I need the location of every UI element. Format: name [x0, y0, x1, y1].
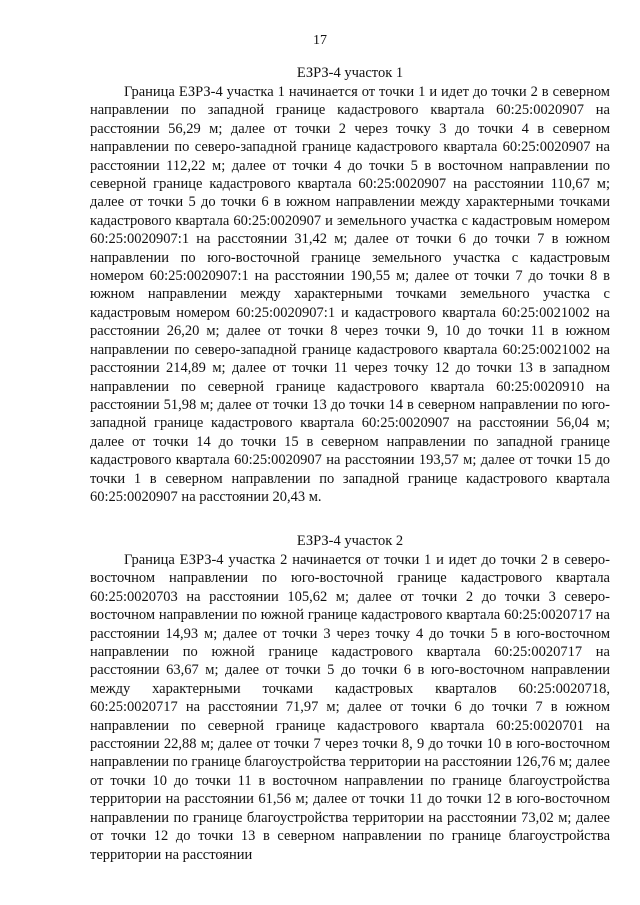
section-plot-2: [90, 532, 610, 864]
section-heading: ЕЗРЗ-4 участок 1: [296, 65, 404, 81]
section-heading: ЕЗРЗ-4 участок 2: [296, 533, 404, 549]
section-body: Граница ЕЗРЗ-4 участка 1 начинается от точки 1 и идет до точки 2 в северном направлении по западной границе кадастрового квартала 60:25:0020907 на расстоянии 56,29 м; далее от точки 2 через точку 3 до точки 4 в северном направлении по северо-западной границе кадастрового квартала 60:25:0020907 на расстоянии 112,22 м; далее от точки 4 до точки 5 в восточном направлении по северной границе кадастрового квартала 60:25:0020907 на расстоянии 110,67 м; далее от точки 5 до точки 6 в южном направлении между характерными точками кадастрового квартала 60:25:0020907 и земельного участка с кадастровым номером 60:25:0020907:1 на расстоянии 31,42 м; далее от точки 6 до точки 7 в южном направлении по юго-восточной границе земельного участка с кадастровым номером 60:25:0020907:1 на расстоянии 190,55 м; далее от точки 7 до точки 8 в южном направлении между характерными точками земельного участка с кадастровым номером 60:25:0020907:1 и кадастрового квартала 60:25:0021002 на расстоянии 26,20 м; далее от точки 8 через точки 9, 10 до точки 11 в южном направлении по северо-западной границе кадастрового квартала 60:25:0021002 на расстоянии 214,89 м; далее от точки 11 через точку 12 до точки 13 в западном направлении по северной границе кадастрового квартала 60:25:0020910 на расстоянии 51,98 м; далее от точки 13 до точки 14 в северном направлении по юго-западной границе кадастрового квартала 60:25:0020907 на расстоянии 56,04 м; далее от точки 14 до точки 15 в северном направлении по западной границе кадастрового квартала 60:25:0020907 на расстоянии 193,57 м; далее от точки 15 до точки 1 в северном направлении по западной границе кадастрового квартала 60:25:0020907 на расстоянии 20,43 м.: [90, 84, 610, 505]
section-body: Граница ЕЗРЗ-4 участка 2 начинается от точки 1 и идет до точки 2 в северо-восточном направлении по юго-восточной границе кадастрового квартала 60:25:0020703 на расстоянии 105,62 м; далее от точки 2 до точки 3 северо-восточном направлении по южной границе кадастрового квартала 60:25:0020717 на расстоянии 14,93 м; далее от точки 3 через точку 4 до точки 5 в юго-восточном направлении по южной границе кадастрового квартала 60:25:0020717 на расстоянии 63,67 м; далее от точки 5 до точки 6 в юго-восточном направлении между характерными точками кадастровых кварталов 60:25:0020718, 60:25:0020717 на расстоянии 71,97 м; далее от точки 6 до точки 7 в южном направлении по северной границе кадастрового квартала 60:25:0020701 на расстоянии 22,88 м; далее от точки 7 через точки 8, 9 до точки 10 в юго-восточном направлении по границе благоустройства территории на расстоянии 126,76 м; далее от точки 10 до точки 11 в восточном направлении по границе благоустройства территории на расстоянии 61,56 м; далее от точки 11 до точки 12 в юго-восточном направлении по границе благоустройства территории на расстоянии 73,02 м; далее от точки 12 до точки 13 в северном направлении по границе благоустройства территории на расстоянии: [90, 552, 610, 863]
page-number: 17: [313, 33, 327, 48]
section-plot-1: [90, 64, 610, 506]
